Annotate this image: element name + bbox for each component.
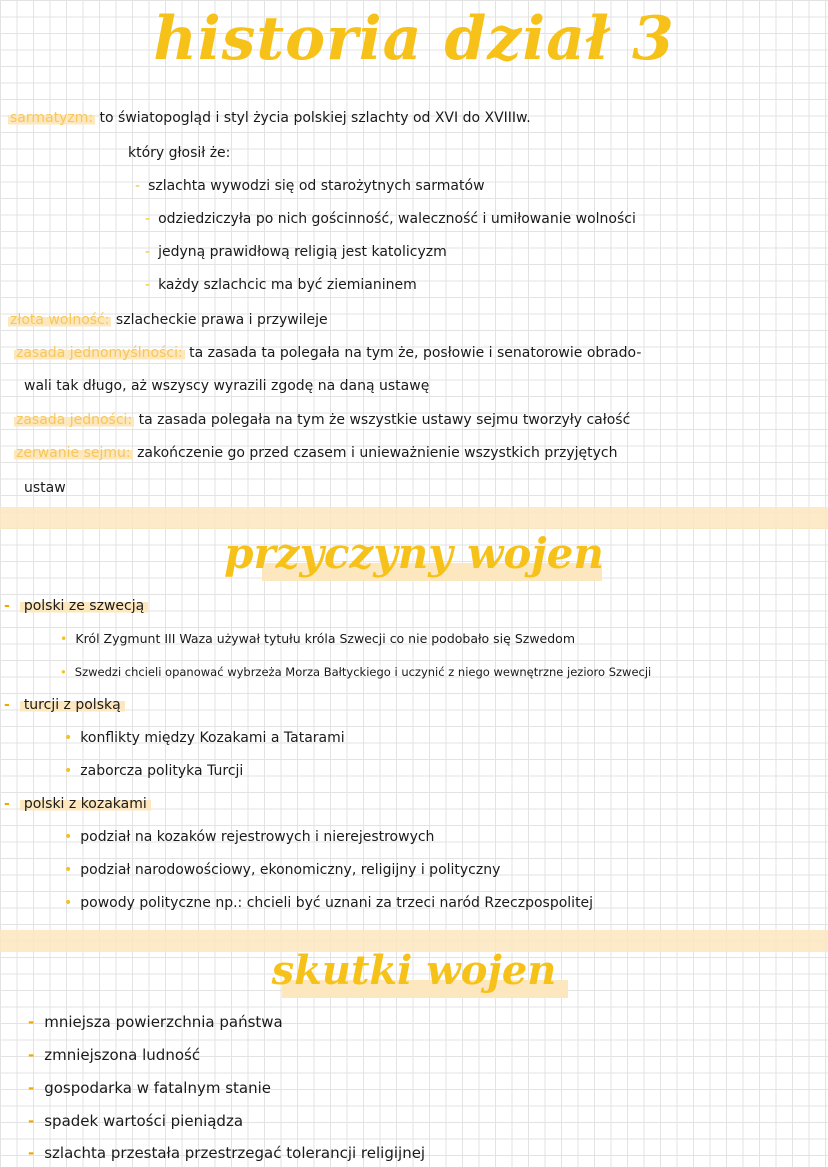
term-zerwanie: zerwanie sejmu: — [16, 445, 131, 461]
list-item: - szlachta wywodzi się od starożytnych sarmatów — [135, 176, 485, 196]
list-item: • zaborcza polityka Turcji — [64, 761, 243, 781]
term-jednomyslnosc: zasada jednomyślności: — [16, 345, 183, 361]
cause-group — [4, 695, 125, 715]
definition-sarmatyzm — [8, 108, 531, 128]
list-item: • Król Zygmunt III Waza używał tytułu króla Szwecji co nie podobało się Szwedom — [60, 629, 575, 649]
dash-bullet — [4, 598, 20, 614]
definition-intro: który głosił że: — [128, 145, 231, 161]
definition-zerwanie — [14, 443, 617, 463]
term-zlota-wolnosc: złota wolność: — [10, 312, 110, 328]
cause-group-label: turcji z polską — [20, 697, 125, 713]
definition-text: szlacheckie prawa i przywileje — [115, 312, 328, 328]
list-item: - spadek wartości pieniądza — [28, 1111, 243, 1131]
section-heading-effects: skutki wojen — [271, 947, 557, 994]
term-jednosci: zasada jedności: — [16, 412, 133, 428]
definition-text: zakończenie go przed czasem i unieważnienie wszystkich przyjętych — [137, 445, 618, 461]
list-item: - każdy szlachcic ma być ziemianinem — [145, 275, 417, 295]
term-sarmatyzm: sarmatyzm: — [10, 110, 94, 126]
list-item: - zmniejszona ludność — [28, 1045, 200, 1065]
list-item: • podział na kozaków rejestrowych i nierejestrowych — [64, 827, 434, 847]
page-title: historia dział 3 — [153, 4, 675, 74]
cause-group — [4, 596, 148, 616]
cause-group — [4, 794, 151, 814]
dash-bullet — [4, 796, 20, 812]
definition-text: to światopogląd i styl życia polskiej szlachty od XVI do XVIIIw. — [99, 110, 531, 126]
definition-text-continued: wali tak długo, aż wszyscy wyrazili zgodę na daną ustawę — [24, 378, 430, 394]
cause-group-label: polski z kozakami — [20, 796, 151, 812]
dash-bullet — [4, 697, 20, 713]
list-item: - szlachta przestała przestrzegać tolerancji religijnej — [28, 1143, 425, 1163]
list-item: • powody polityczne np.: chcieli być uznani za trzeci naród Rzeczpospolitej — [64, 893, 593, 913]
definition-zlota-wolnosc — [8, 310, 328, 330]
definition-text: ta zasada ta polegała na tym że, posłowie i senatorowie obrado- — [189, 345, 642, 361]
section-heading-causes: przyczyny wojen — [224, 529, 604, 578]
list-item: • podział narodowościowy, ekonomiczny, religijny i polityczny — [64, 860, 500, 880]
cause-group-label: polski ze szwecją — [20, 598, 148, 614]
list-item: - odziedziczyła po nich gościnność, waleczność i umiłowanie wolności — [145, 209, 636, 229]
definition-jednomyslnosc — [14, 343, 641, 363]
list-item: - mniejsza powierzchnia państwa — [28, 1012, 283, 1032]
definition-jednosci — [14, 410, 630, 430]
definition-text: ta zasada polegała na tym że wszystkie ustawy sejmu tworzyły całość — [138, 412, 631, 428]
list-item: • Szwedzi chcieli opanować wybrzeża Morza Bałtyckiego i uczynić z niego wewnętrzne jezioro Szwecji — [60, 662, 651, 682]
list-item: - gospodarka w fatalnym stanie — [28, 1078, 271, 1098]
list-item: • konflikty między Kozakami a Tatarami — [64, 728, 345, 748]
list-item: - jedyną prawidłową religią jest katolicyzm — [145, 242, 447, 262]
definition-text-continued: ustaw — [24, 480, 66, 496]
